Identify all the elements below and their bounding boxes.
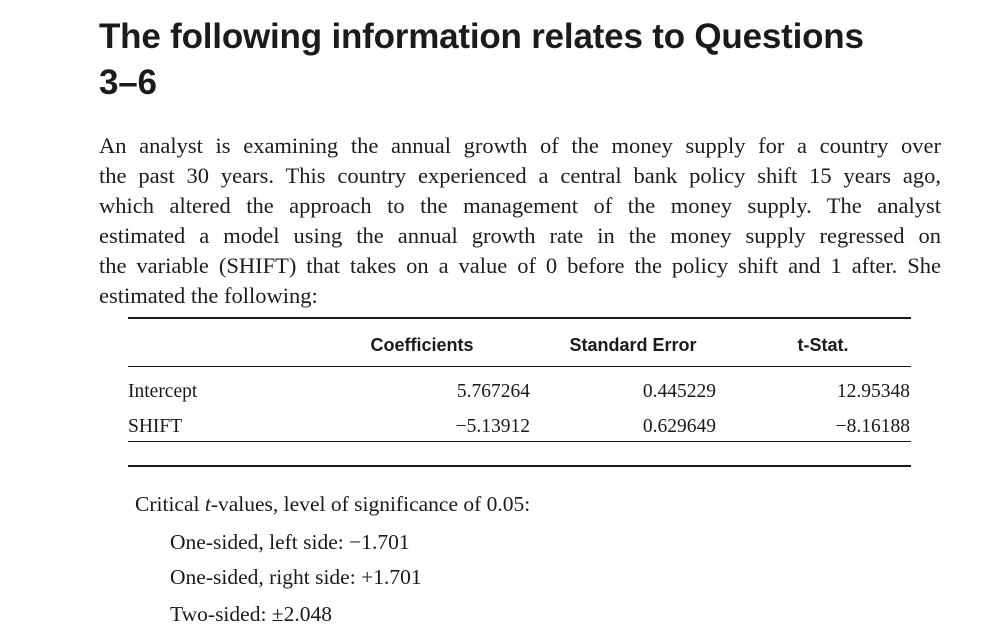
- critical-intro-suffix: -values, level of significance of 0.05:: [210, 492, 531, 516]
- intro-paragraph: [99, 131, 941, 311]
- body-rule: [128, 441, 911, 442]
- paragraph-line: the past 30 years. This country experienced a central bank policy shift 15 years ago,: [99, 163, 941, 188]
- standard-error-value: 0.629649: [642, 416, 716, 437]
- coefficient-value: −5.13912: [455, 416, 530, 437]
- table-bottom-rule: [128, 465, 911, 467]
- t-stat-value: −8.16188: [835, 416, 910, 437]
- row-label: Intercept: [128, 381, 198, 402]
- heading-line-2: 3–6: [99, 63, 157, 102]
- critical-value-two-sided: Two-sided: ±2.048: [170, 602, 332, 626]
- heading-line-1: The following information relates to Questions: [99, 17, 864, 56]
- column-header-t-stat: t-Stat.: [797, 335, 849, 355]
- row-label: SHIFT: [128, 416, 183, 437]
- column-header-standard-error: Standard Error: [569, 335, 697, 355]
- paragraph-line: which altered the approach to the management of the money supply. The analyst: [99, 193, 941, 218]
- standard-error-value: 0.445229: [642, 381, 716, 402]
- column-header-coefficients: Coefficients: [370, 335, 474, 355]
- paragraph-line: the variable (SHIFT) that takes on a value of 0 before the policy shift and 1 after. She: [99, 253, 941, 278]
- critical-values-intro: [135, 490, 530, 518]
- section-heading: [99, 14, 939, 106]
- critical-intro-t: t: [204, 492, 211, 516]
- paragraph-line: estimated a model using the annual growth rate in the money supply regressed on: [99, 223, 941, 248]
- coefficient-value: 5.767264: [456, 381, 530, 402]
- critical-value-one-sided-left: One-sided, left side: −1.701: [170, 530, 410, 554]
- table-top-rule: [128, 317, 911, 319]
- paragraph-line: An analyst is examining the annual growth of the money supply for a country over: [99, 133, 941, 158]
- critical-value-one-sided-right: One-sided, right side: +1.701: [170, 565, 422, 589]
- header-rule: [128, 366, 911, 367]
- paragraph-line: estimated the following:: [99, 283, 318, 308]
- critical-intro-prefix: Critical: [135, 492, 205, 516]
- t-stat-value: 12.95348: [836, 381, 910, 402]
